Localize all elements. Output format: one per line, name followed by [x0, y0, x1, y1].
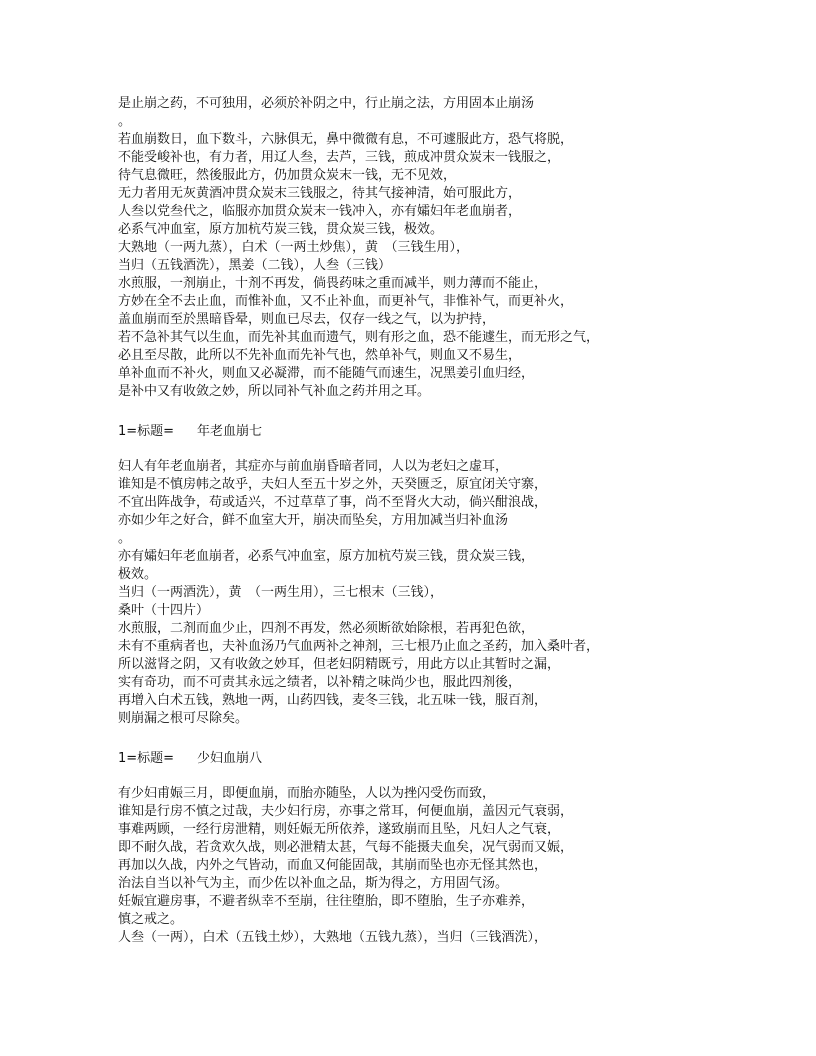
text-line: 当归（一两酒洗），黄 （一两生用），三七根末（三钱），	[118, 585, 444, 600]
heading-title: 少妇血崩八	[197, 751, 263, 766]
text-line: 若血崩数日，血下数斗，六脉俱无，鼻中微微有息，不可遽服此方，恐气将脱，	[118, 132, 574, 147]
text-line: 必系气冲血室，原方加杭芍炭三钱，贯众炭三钱，极效。	[118, 222, 444, 237]
text-line: 方妙在全不去止血，而惟补血，又不止补血，而更补气，非惟补气，而更补火，	[118, 294, 574, 309]
text-line: 当归（五钱酒洗），黑姜（二钱），人叁（三钱）	[118, 258, 392, 273]
text-line: 水煎服，一剂崩止，十剂不再发，倘畏药味之重而减半，则力薄而不能止，	[118, 276, 548, 291]
section-heading	[118, 423, 678, 441]
text-line: 则崩漏之根可尽除矣。	[118, 711, 249, 726]
text-line: 谁知是行房不慎之过哉，夫少妇行房，亦事之常耳，何便血崩，盖因元气衰弱，	[118, 804, 574, 819]
text-line: 必且至尽散，此所以不先补血而先补气也，然单补气，则血又不易生，	[118, 348, 522, 363]
heading-label: 1=标题=	[118, 424, 175, 439]
text-line: 是补中又有收敛之妙，所以同补气补血之药并用之耳。	[118, 384, 431, 399]
heading-label: 1=标题=	[118, 751, 175, 766]
text-line: 谁知是不慎房帏之故乎，夫妇人至五十岁之外，天癸匮乏，原宜闭关守寨，	[118, 477, 548, 492]
text-line: 未有不重病者也，夫补血汤乃气血两补之神剂，三七根乃止血之圣药，加入桑叶者，	[118, 639, 600, 654]
text-line: 有少妇甫娠三月，即便血崩，而胎亦随坠，人以为挫闪受伤而致，	[118, 786, 496, 801]
text-line: 待气息微旺，然後服此方，仍加贯众炭末一钱，无不见效，	[118, 168, 457, 183]
text-line: 即不耐久战，若贪欢久战，则必泄精太甚，气每不能摄夫血矣，况气弱而又娠，	[118, 840, 574, 855]
text-line: 。	[118, 531, 132, 546]
text-line: 单补血而不补火，则血又必凝滞，而不能随气而速生，况黑姜引血归经，	[118, 366, 535, 381]
text-line: 人叁（一两），白术（五钱土炒），大熟地（五钱九蒸），当归（三钱酒洗），	[118, 930, 548, 945]
text-line: 治法自当以补气为主，而少佐以补血之品，斯为得之，方用固气汤。	[118, 876, 509, 891]
text-line: 实有奇功，而不可责其永远之绩者，以补精之味尚少也，服此四剂後，	[118, 675, 522, 690]
text-line: 若不急补其气以生血，而先补其血而遗气，则有形之血，恐不能遽生，而无形之气，	[118, 330, 600, 345]
text-line: 极效。	[118, 567, 158, 582]
document-page	[118, 95, 678, 947]
text-line: 亦如少年之好合，鲜不血室大开，崩决而坠矣，方用加减当归补血汤	[118, 513, 509, 528]
text-line: 事难两顾，一经行房泄精，则妊娠无所依养，遂致崩而且坠，凡妇人之气衰，	[118, 822, 561, 837]
text-line: 再加以久战，内外之气皆动，而血又何能固哉，其崩而坠也亦无怪其然也，	[118, 858, 548, 873]
text-line: 不宜出阵战争，苟或适兴，不过草草了事，尚不至肾火大动，倘兴酣浪战，	[118, 495, 548, 510]
section-heading	[118, 750, 678, 768]
text-line: 妊娠宜避房事，不避者纵幸不至崩，往往堕胎，即不堕胎，生子亦难养，	[118, 894, 535, 909]
text-line: 水煎服，二剂而血少止，四剂不再发，然必须断欲始除根，若再犯色欲，	[118, 621, 535, 636]
text-line: 亦有孀妇年老血崩者，必系气冲血室，原方加杭芍炭三钱，贯众炭三钱，	[118, 549, 535, 564]
text-line: 。	[118, 114, 132, 129]
text-line: 大熟地（一两九蒸），白术（一两土炒焦），黄 （三钱生用），	[118, 240, 470, 255]
text-line: 无力者用无灰黄酒冲贯众炭末三钱服之，待其气接神清，始可服此方，	[118, 186, 522, 201]
text-line: 桑叶（十四片）	[118, 603, 210, 618]
text-line: 再增入白术五钱，熟地一两，山药四钱，麦冬三钱，北五味一钱，服百剂，	[118, 693, 548, 708]
text-line: 盖血崩而至於黑暗昏晕，则血已尽去，仅存一线之气，以为护持，	[118, 312, 496, 327]
text-line: 所以滋肾之阴，又有收敛之妙耳，但老妇阴精既亏，用此方以止其暂时之漏，	[118, 657, 561, 672]
text-line: 不能受峻补也，有力者，用辽人叁，去芦，三钱，煎成冲贯众炭末一钱服之，	[118, 150, 561, 165]
text-line: 妇人有年老血崩者，其症亦与前血崩昏暗者同，人以为老妇之虚耳，	[118, 459, 509, 474]
text-line: 人叁以党叁代之，临服亦加贯众炭末一钱冲入，亦有孀妇年老血崩者，	[118, 204, 522, 219]
text-line: 是止崩之药，不可独用，必须於补阴之中，行止崩之法，方用固本止崩汤	[118, 96, 535, 111]
heading-title: 年老血崩七	[197, 424, 263, 439]
text-line: 慎之戒之。	[118, 912, 184, 927]
